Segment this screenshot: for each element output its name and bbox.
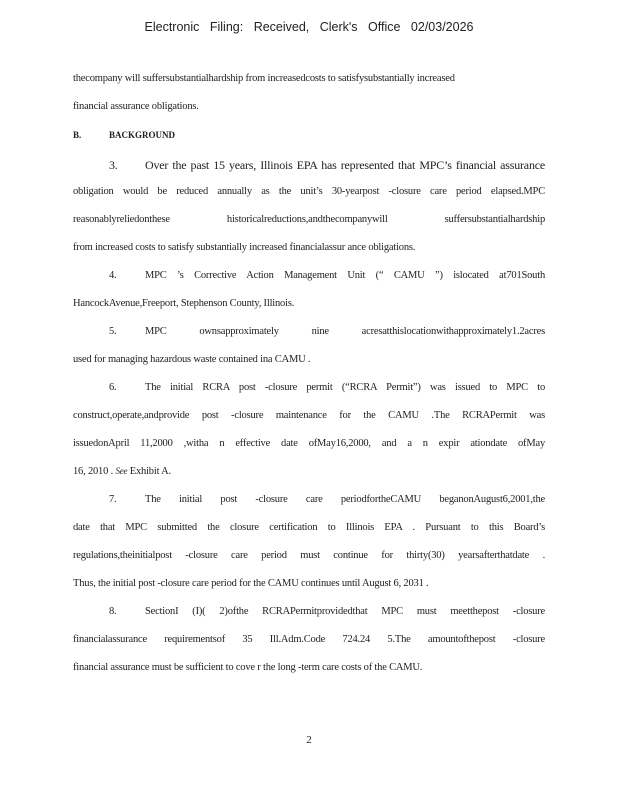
text-line: HancockAvenue,Freeport, Stephenson County, Illinois. bbox=[73, 298, 295, 309]
paragraph-first-line: 4. MPC ’s Corrective Action Management Unit (“ CAMU ”) islocated at701South bbox=[109, 270, 545, 281]
see-signal: See bbox=[115, 466, 128, 476]
text-line: issuedonApril 11,2000 ,witha n effective date ofMay16,2000, and a n expir ationdate ofMay bbox=[73, 438, 545, 449]
paragraph-number: 7. bbox=[109, 494, 117, 505]
paragraph-number: 4. bbox=[109, 270, 117, 281]
text-line: financial assurance must be sufficient to cove r the long -term care costs of the CAMU. bbox=[73, 662, 423, 673]
paragraph-first-line: 8. SectionI (I)( 2)ofthe RCRAPermitprovidedthat MPC must meetthepost -closure bbox=[109, 606, 545, 617]
paragraph-first-line: 3. Over the past 15 years, Illinois EPA has represented that MPC’s financial assurance bbox=[109, 158, 545, 172]
text-line: date that MPC submitted the closure certification to Illinois EPA . Pursuant to this Board’s bbox=[73, 522, 545, 533]
paragraph-number: 6. bbox=[109, 382, 117, 393]
text-line: obligation would be reduced annually as the unit’s 30-yearpost -closure care period elapsed.MPC bbox=[73, 186, 545, 197]
section-label: B. bbox=[73, 130, 82, 140]
section-title: BACKGROUND bbox=[109, 130, 176, 140]
paragraph-first-line: 7. The initial post -closure care periodfortheCAMU beganonAugust6,2001,the bbox=[109, 494, 545, 505]
text-line: 16, 2010 . See Exhibit A. bbox=[73, 466, 171, 477]
section-heading bbox=[73, 130, 175, 140]
text-line: reasonablyreliedonthese historicalreductions,andthecompanywill suffersubstantialhardship bbox=[73, 214, 545, 225]
text-line: construct,operate,andprovide post -closure maintenance for the CAMU .The RCRAPermit was bbox=[73, 410, 545, 421]
paragraph-number: 5. bbox=[109, 326, 117, 337]
text-line: from increased costs to satisfy substantially increased financialassur ance obligations. bbox=[73, 242, 416, 253]
text-line: financial assurance obligations. bbox=[73, 101, 199, 112]
paragraph-number: 8. bbox=[109, 606, 117, 617]
page-number: 2 bbox=[306, 734, 312, 746]
text-line: used for managing hazardous waste contained ina CAMU . bbox=[73, 354, 311, 365]
paragraph-first-line: 5. MPC ownsapproximately nine acresatthislocationwithapproximately1.2acres bbox=[109, 326, 545, 337]
text-line: regulations,theinitialpost -closure care period must continue for thirty(30) yearsafterthatdate . bbox=[73, 550, 545, 561]
filing-header: Electronic Filing: Received, Clerk's Office 02/03/2026 bbox=[144, 20, 474, 34]
text-line: thecompany will suffersubstantialhardship from increasedcosts to satisfysubstantially increased bbox=[73, 73, 455, 84]
text-line: Thus, the initial post -closure care period for the CAMU continues until August 6, 2031 . bbox=[73, 578, 429, 589]
paragraph-first-line: 6. The initial RCRA post -closure permit (“RCRA Permit”) was issued to MPC to bbox=[109, 382, 545, 393]
text-line: financialassurance requirementsof 35 Ill.Adm.Code 724.24 5.The amountofthepost -closure bbox=[73, 634, 545, 645]
paragraph-number: 3. bbox=[109, 158, 118, 172]
